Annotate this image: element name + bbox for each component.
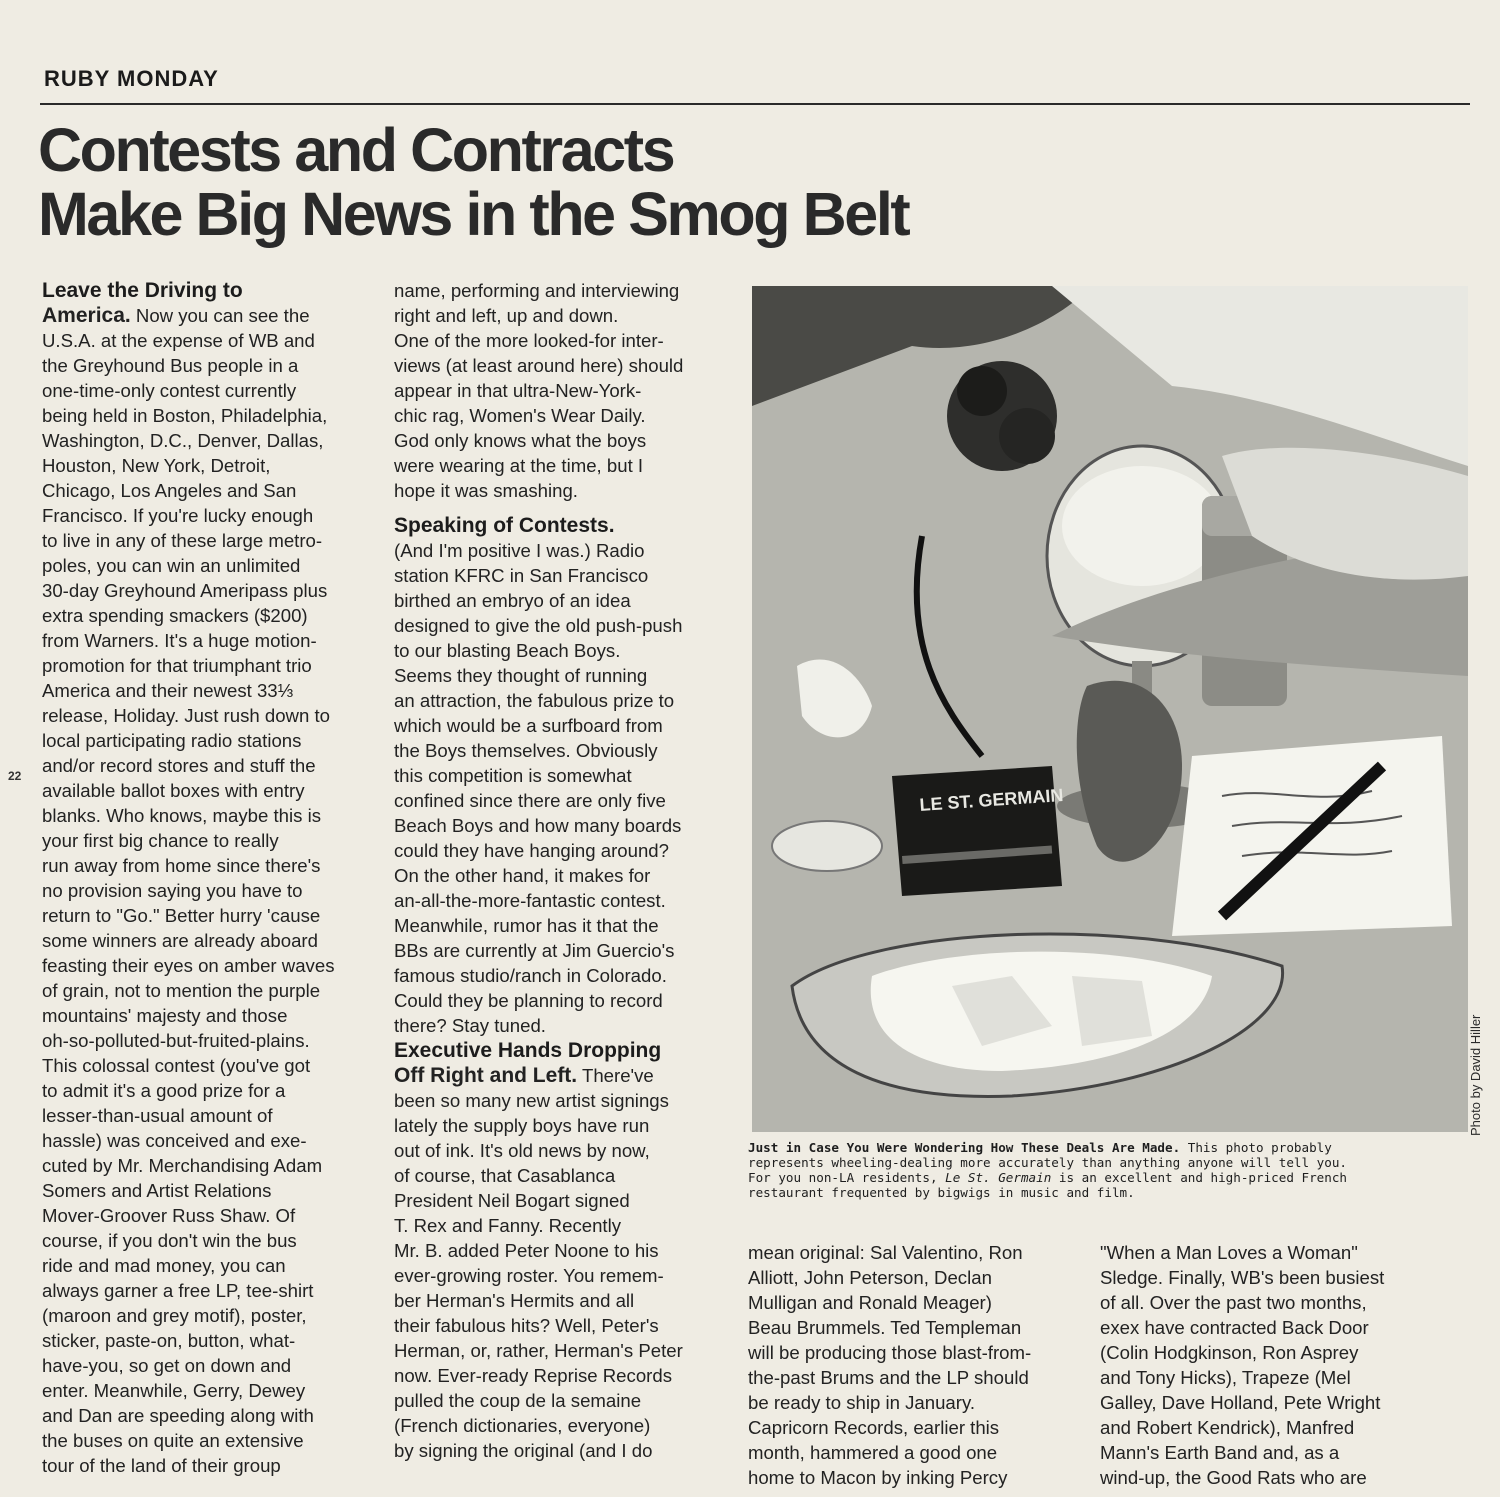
headline-line-1: Contests and Contracts [38, 116, 674, 184]
section-label: RUBY MONDAY [44, 66, 219, 91]
text-line: Beau Brummels. Ted Templeman [748, 1317, 1022, 1338]
article-column-4 [1100, 1240, 1440, 1490]
text-line: Sledge. Finally, WB's been busiest [1100, 1267, 1385, 1288]
text-line: will be producing those blast-from- [748, 1342, 1032, 1363]
subheading: Off Right and Left. [394, 1064, 578, 1087]
text-line: wind-up, the Good Rats who are [1100, 1467, 1367, 1488]
text-line: the buses on quite an extensive [42, 1430, 304, 1451]
text-line: Herman, or, rather, Herman's Peter [394, 1340, 683, 1361]
page-number: 22 [8, 769, 22, 783]
restaurant-table-photo [752, 286, 1468, 1132]
text-line: mean original: Sal Valentino, Ron [748, 1242, 1023, 1263]
text-line: promotion for that triumphant trio [42, 655, 312, 676]
caption-restaurant-name: Le St. Germain [945, 1170, 1052, 1185]
text-line: feasting their eyes on amber waves [42, 955, 335, 976]
text-line: to our blasting Beach Boys. [394, 640, 621, 661]
text-line: God only knows what the boys [394, 430, 647, 451]
text-line: cuted by Mr. Merchandising Adam [42, 1155, 323, 1176]
text-line: views (at least around here) should [394, 355, 684, 376]
text-line: Mann's Earth Band and, as a [1100, 1442, 1340, 1463]
text-line: Capricorn Records, earlier this [748, 1417, 1000, 1438]
text-line: release, Holiday. Just rush down to [42, 705, 331, 726]
text-line: some winners are already aboard [42, 930, 318, 951]
text-line: Beach Boys and how many boards [394, 815, 682, 836]
text-line: of course, that Casablanca [394, 1165, 616, 1186]
text-line: Galley, Dave Holland, Pete Wright [1100, 1392, 1381, 1413]
text-line: which would be a surfboard from [394, 715, 663, 736]
text-line: Houston, New York, Detroit, [42, 455, 271, 476]
subheading: Executive Hands Dropping [394, 1039, 662, 1062]
matchbook-label: LE ST. GERMAIN [918, 784, 1064, 815]
text-line: sticker, paste-on, button, what- [42, 1330, 296, 1351]
text-line: Mover-Groover Russ Shaw. Of [42, 1205, 296, 1226]
text-line: the Greyhound Bus people in a [42, 355, 299, 376]
text-line: their fabulous hits? Well, Peter's [394, 1315, 659, 1336]
text-line: appear in that ultra-New-York- [394, 380, 642, 401]
text-line: of all. Over the past two months, [1100, 1292, 1367, 1313]
text-line: to admit it's a good prize for a [42, 1080, 286, 1101]
photo-credit: Photo by David Hiller [1468, 1014, 1483, 1136]
subheading: Leave the Driving to [42, 279, 243, 302]
text-line: BBs are currently at Jim Guercio's [394, 940, 675, 961]
text-line: Chicago, Los Angeles and San [42, 480, 297, 501]
header-rule [40, 103, 1470, 105]
text-line [42, 303, 382, 328]
text-line: ever-growing roster. You remem- [394, 1265, 664, 1286]
text-line: and Dan are speeding along with [42, 1405, 314, 1426]
headline-line-2: Make Big News in the Smog Belt [38, 180, 909, 248]
article-column-2 [394, 278, 734, 1463]
text-line: Washington, D.C., Denver, Dallas, [42, 430, 324, 451]
subheading: America. [42, 304, 131, 327]
text-line: ber Herman's Hermits and all [394, 1290, 635, 1311]
text-line: Meanwhile, rumor has it that the [394, 915, 659, 936]
paragraph-gap [394, 503, 734, 513]
text-line: oh-so-polluted-but-fruited-plains. [42, 1030, 310, 1051]
text-line: the-past Brums and the LP should [748, 1367, 1029, 1388]
text-line: Mulligan and Ronald Meager) [748, 1292, 992, 1313]
text-line: chic rag, Women's Wear Daily. [394, 405, 646, 426]
text-line: This colossal contest (you've got [42, 1055, 311, 1076]
text-line: exex have contracted Back Door [1100, 1317, 1369, 1338]
text-line: now. Ever-ready Reprise Records [394, 1365, 672, 1386]
text-line: extra spending smackers ($200) [42, 605, 308, 626]
text-line: always garner a free LP, tee-shirt [42, 1280, 314, 1301]
text-line: be ready to ship in January. [748, 1392, 976, 1413]
text-line: return to "Go." Better hurry 'cause [42, 905, 321, 926]
text-line: enter. Meanwhile, Gerry, Dewey [42, 1380, 306, 1401]
text-line: to live in any of these large metro- [42, 530, 323, 551]
article-column-3 [748, 1240, 1088, 1490]
headline [38, 118, 1038, 246]
text-line: from Warners. It's a huge motion- [42, 630, 317, 651]
text-line [394, 1063, 734, 1088]
text-line: one-time-only contest currently [42, 380, 297, 401]
caption-line-4: restaurant frequented by bigwigs in music and film. [748, 1185, 1135, 1200]
text-line: birthed an embryo of an idea [394, 590, 631, 611]
text-line: mountains' majesty and those [42, 1005, 288, 1026]
photo-caption [748, 1140, 1448, 1200]
caption-line-3b: is an excellent and high-priced French [1051, 1170, 1347, 1185]
caption-line-1: This photo probably [1180, 1140, 1332, 1155]
text-line: and Robert Kendrick), Manfred [1100, 1417, 1355, 1438]
text-line: being held in Boston, Philadelphia, [42, 405, 328, 426]
text-line: name, performing and interviewing [394, 280, 680, 301]
text-line: ride and mad money, you can [42, 1255, 286, 1276]
text-line-rest: Now you can see the [130, 305, 310, 326]
caption-line-3a: For you non-LA residents, [748, 1170, 946, 1185]
text-line: station KFRC in San Francisco [394, 565, 649, 586]
text-line: (French dictionaries, everyone) [394, 1415, 651, 1436]
caption-line-2: represents wheeling-dealing more accurately than anything anyone will tell you. [748, 1155, 1347, 1170]
text-line: (maroon and grey motif), poster, [42, 1305, 307, 1326]
text-line: lesser-than-usual amount of [42, 1105, 273, 1126]
text-line: by signing the original (and I do [394, 1440, 653, 1461]
text-line: available ballot boxes with entry [42, 780, 305, 801]
text-line: there? Stay tuned. [394, 1015, 546, 1036]
text-line: tour of the land of their group [42, 1455, 281, 1476]
text-line: Somers and Artist Relations [42, 1180, 272, 1201]
text-line: an attraction, the fabulous prize to [394, 690, 675, 711]
text-line: an-all-the-more-fantastic contest. [394, 890, 666, 911]
text-line: U.S.A. at the expense of WB and [42, 330, 315, 351]
photo-illustration [752, 286, 1468, 1132]
text-line: hope it was smashing. [394, 480, 578, 501]
text-line: blanks. Who knows, maybe this is [42, 805, 322, 826]
text-line: lately the supply boys have run [394, 1115, 650, 1136]
text-line: your first big chance to really [42, 830, 279, 851]
text-line: month, hammered a good one [748, 1442, 998, 1463]
text-line: were wearing at the time, but I [394, 455, 644, 476]
text-line: pulled the coup de la semaine [394, 1390, 642, 1411]
text-line: Seems they thought of running [394, 665, 648, 686]
text-line: of grain, not to mention the purple [42, 980, 321, 1001]
text-line: local participating radio stations [42, 730, 302, 751]
text-line: President Neil Bogart signed [394, 1190, 630, 1211]
text-line: 30-day Greyhound Ameripass plus [42, 580, 328, 601]
text-line: have-you, so get on down and [42, 1355, 292, 1376]
text-line: America and their newest 33⅓ [42, 680, 294, 701]
text-line: out of ink. It's old news by now, [394, 1140, 650, 1161]
text-line: One of the more looked-for inter- [394, 330, 664, 351]
text-line: the Boys themselves. Obviously [394, 740, 658, 761]
text-line: Mr. B. added Peter Noone to his [394, 1240, 659, 1261]
text-line: no provision saying you have to [42, 880, 303, 901]
text-line: home to Macon by inking Percy [748, 1467, 1008, 1488]
text-line: and/or record stores and stuff the [42, 755, 316, 776]
text-line: hassle) was conceived and exe- [42, 1130, 307, 1151]
text-line: been so many new artist signings [394, 1090, 669, 1111]
text-line: and Tony Hicks), Trapeze (Mel [1100, 1367, 1351, 1388]
text-line-rest: There've [577, 1065, 654, 1086]
text-line: could they have hanging around? [394, 840, 669, 861]
text-line: (And I'm positive I was.) Radio [394, 540, 645, 561]
text-line: designed to give the old push-push [394, 615, 683, 636]
text-line: On the other hand, it makes for [394, 865, 651, 886]
text-line: run away from home since there's [42, 855, 321, 876]
text-line: confined since there are only five [394, 790, 666, 811]
caption-title: Just in Case You Were Wondering How These Deals Are Made. [748, 1140, 1181, 1155]
subheading: Speaking of Contests. [394, 514, 615, 537]
text-line: poles, you can win an unlimited [42, 555, 301, 576]
text-line: famous studio/ranch in Colorado. [394, 965, 667, 986]
text-line: Could they be planning to record [394, 990, 663, 1011]
text-line: right and left, up and down. [394, 305, 619, 326]
text-line: this competition is somewhat [394, 765, 632, 786]
text-line: course, if you don't win the bus [42, 1230, 297, 1251]
text-line: (Colin Hodgkinson, Ron Asprey [1100, 1342, 1359, 1363]
text-line: T. Rex and Fanny. Recently [394, 1215, 622, 1236]
text-line: "When a Man Loves a Woman" [1100, 1242, 1358, 1263]
text-line: Francisco. If you're lucky enough [42, 505, 314, 526]
text-line: Alliott, John Peterson, Declan [748, 1267, 992, 1288]
article-column-1 [42, 278, 382, 1478]
